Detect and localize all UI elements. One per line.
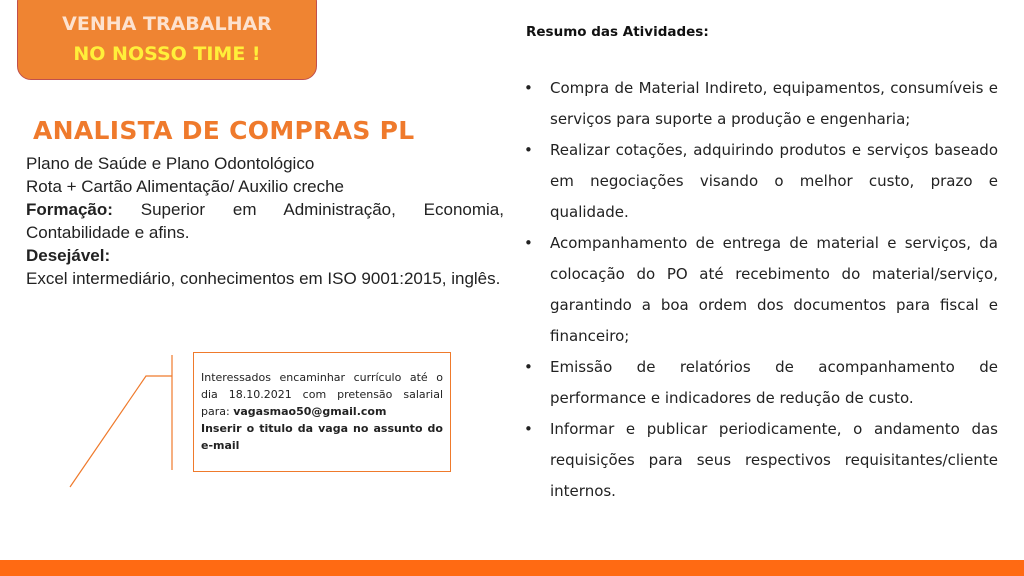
application-callout [193,352,451,472]
job-title: ANALISTA DE COMPRAS PL [33,116,415,145]
contact-email[interactable]: vagasmao50@gmail.com [233,405,387,418]
benefit-health: Plano de Saúde e Plano Odontológico [26,154,315,173]
callout-leader-line [70,376,172,487]
bottom-accent-bar [0,560,1024,576]
bullet-icon: • [524,141,533,159]
callout-intro: Interessados encaminhar currículo até o dia 18.10.2021 com pretensão salarial para: [201,371,443,418]
callout-text [201,369,443,420]
banner-line-2: NO NOSSO TIME ! [73,43,261,65]
list-item: • Informar e publicar periodicamente, o andamento das requisições para seus respectivos requisitantes/cliente internos. [524,414,998,507]
list-item: • Acompanhamento de entrega de material e serviços, da colocação do PO até recebimento do material/serviço, garantindo a boa ordem dos documentos para fiscal e financeiro; [524,228,998,352]
list-item: • Compra de Material Indireto, equipamentos, consumíveis e serviços para suporte a produção e engenharia; [524,73,998,135]
callout-instruction: Inserir o titulo da vaga no assunto do e-mail [201,422,443,452]
desirable-label: Desejável: [26,246,111,265]
banner-line-1: VENHA TRABALHAR [62,13,272,35]
bullet-icon: • [524,358,533,376]
education-value: Superior em Administração, Economia, Contabilidade e afins. [26,200,504,242]
activities-summary-title: Resumo das Atividades: [526,24,709,40]
benefit-transport: Rota + Cartão Alimentação/ Auxilio creche [26,177,344,196]
bullet-icon: • [524,420,533,438]
desirable-value: Excel intermediário, conhecimentos em ISO 9001:2015, inglês. [26,269,501,288]
bullet-icon: • [524,79,533,97]
bullet-icon: • [524,234,533,252]
list-item: • Emissão de relatórios de acompanhamento de performance e indicadores de redução de custo. [524,352,998,414]
list-item: • Realizar cotações, adquirindo produtos e serviços baseado em negociações visando o melhor custo, prazo e qualidade. [524,135,998,228]
education-label: Formação: [26,200,113,219]
activities-list [524,73,998,507]
